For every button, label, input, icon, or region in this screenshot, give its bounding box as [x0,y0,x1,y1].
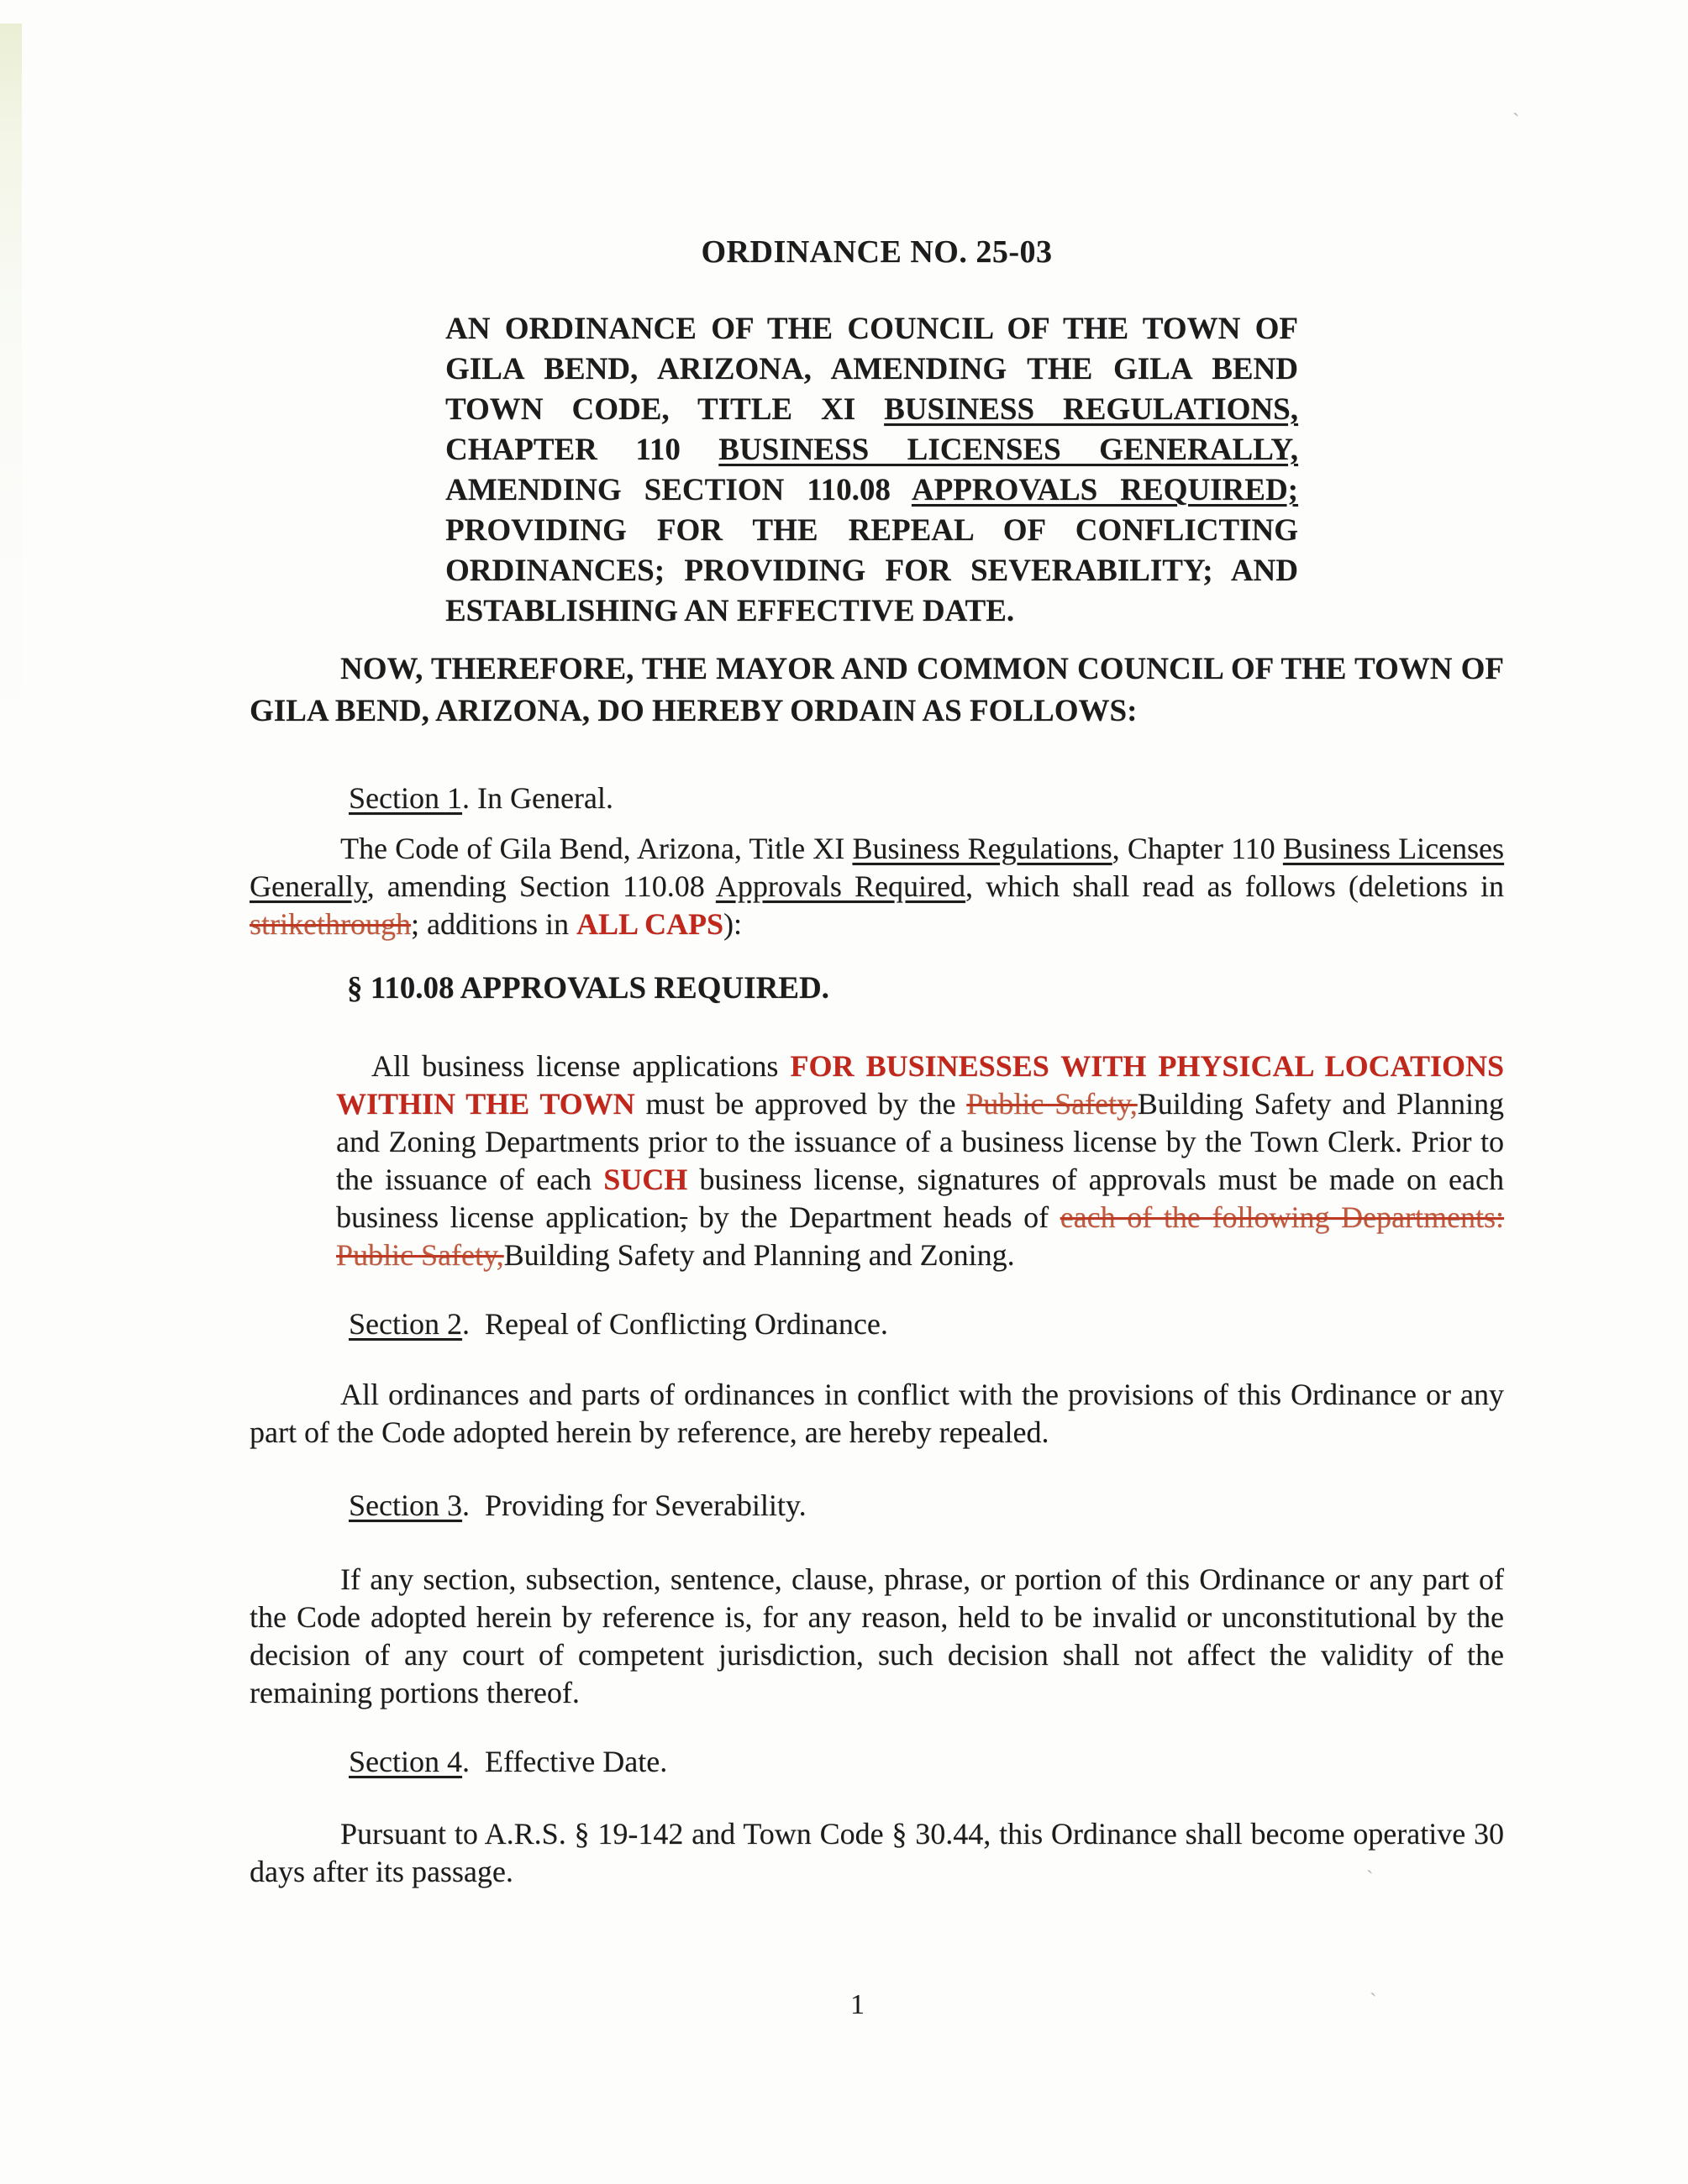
text-segment-u: Approvals Required [715,869,965,903]
text-segment: CHAPTER 110 [445,433,719,467]
code-section-heading: § 110.08 APPROVALS REQUIRED. [347,971,829,1005]
section-2-paragraph: All ordinances and parts of ordinances in conflict with the provisions of this Ordinance or any part of the Code adopted herein by reference, are hereby repealed. [250,1378,1504,1449]
section-1-paragraph [250,830,1504,943]
text-segment: must be approved by the [634,1087,967,1121]
text-segment: ): [723,907,743,941]
page-number: 1 [850,1989,865,2020]
text-segment: All business license applications [371,1049,791,1083]
section-4-paragraph: Pursuant to A.R.S. § 19-142 and Town Code § 30.44, this Ordinance shall become operative 30 days after its passage. [250,1817,1504,1888]
text-segment: . Providing for Severability. [461,1488,807,1522]
ordain-clause: NOW, THEREFORE, THE MAYOR AND COMMON COUNCIL OF THE TOWN OF GILA BEND, ARIZONA, DO HEREBY ORDAIN AS FOLLOWS: [250,652,1504,728]
text-segment: , amending Section 110.08 [366,869,716,903]
text-segment-rs: Public Safety, [966,1087,1138,1121]
document-body [250,234,1504,1891]
text-segment: , Chapter 110 [1112,832,1283,865]
text-segment-rs: each of the following Departments: Public Safety, [336,1200,1504,1272]
text-segment-u: BUSINESS REGULATIONS, [884,392,1298,427]
text-segment-ks: , [680,1200,688,1234]
text-segment: The Code of Gila Bend, Arizona, Title XI [340,832,853,865]
section-4-heading [349,1743,1504,1780]
scan-speck: ` [1370,1989,1377,2013]
section-2-heading [349,1305,1504,1342]
ordinance-preamble [445,309,1298,632]
text-segment: Building Safety and Planning and Zoning. [503,1238,1015,1272]
text-segment: AMENDING SECTION 110.08 [445,473,912,507]
text-segment: . Repeal of Conflicting Ordinance. [461,1307,888,1341]
section-3-heading [349,1487,1504,1524]
scan-speck: ` [1512,109,1520,134]
text-segment-rs: strikethrough [250,907,411,941]
text-segment-u: BUSINESS LICENSES GENERALLY, [718,433,1298,467]
text-segment-u: Section 3 [349,1488,462,1522]
text-segment-u: APPROVALS REQUIRED; [911,473,1298,507]
text-segment-rb: ALL CAPS [576,907,724,941]
text-segment: AN ORDINANCE OF THE COUNCIL OF THE TOWN OF GILA BEND, ARIZONA, AMENDING THE GILA BEND TOWN CODE, TITLE XI [445,312,1298,427]
text-segment: ; additions in [410,907,576,941]
text-segment: PROVIDING FOR THE REPEAL OF CONFLICTING ORDINANCES; PROVIDING FOR SEVERABILITY; AND ESTABLISHING AN EFFECTIVE DATE. [445,513,1298,628]
text-segment-u: Section 4 [349,1745,462,1778]
text-segment: . Effective Date. [461,1745,668,1778]
text-segment-u: Business Regulations [852,832,1112,865]
text-segment: business license, signatures of approvals must be made on each business license application [336,1163,1504,1234]
section-1-heading [349,780,1504,816]
section-3-paragraph: If any section, subsection, sentence, clause, phrase, or portion of this Ordinance or any part of the Code adopted herein by reference is, for any reason, held to be invalid or unconstitutional by the decision of any court of competent jurisdiction, such decision shall not affect the validity of the remaining portions thereof. [250,1562,1504,1709]
scanner-edge-artifact [0,24,22,746]
text-segment-rb: FOR BUSINESSES WITH PHYSICAL LOCATIONS WITHIN THE TOWN [336,1049,1504,1121]
text-segment-u: Section 1 [349,781,462,815]
text-segment: Building Safety and Planning and Zoning Departments prior to the issuance of a business license by the Town Clerk. Prior to the issuance of each [336,1087,1505,1196]
text-segment-rb: SUCH [603,1163,688,1196]
document-title: ORDINANCE NO. 25-03 [701,234,1053,270]
approvals-required-paragraph [336,1047,1504,1274]
text-segment-u: Section 2 [349,1307,462,1341]
text-segment-u: Business Licenses Generally [250,832,1505,903]
scan-speck: ` [1366,1866,1374,1891]
text-segment: , which shall read as follows (deletions in [965,869,1504,903]
text-segment: . In General. [461,781,613,815]
text-segment: by the Department heads of [687,1200,1060,1234]
